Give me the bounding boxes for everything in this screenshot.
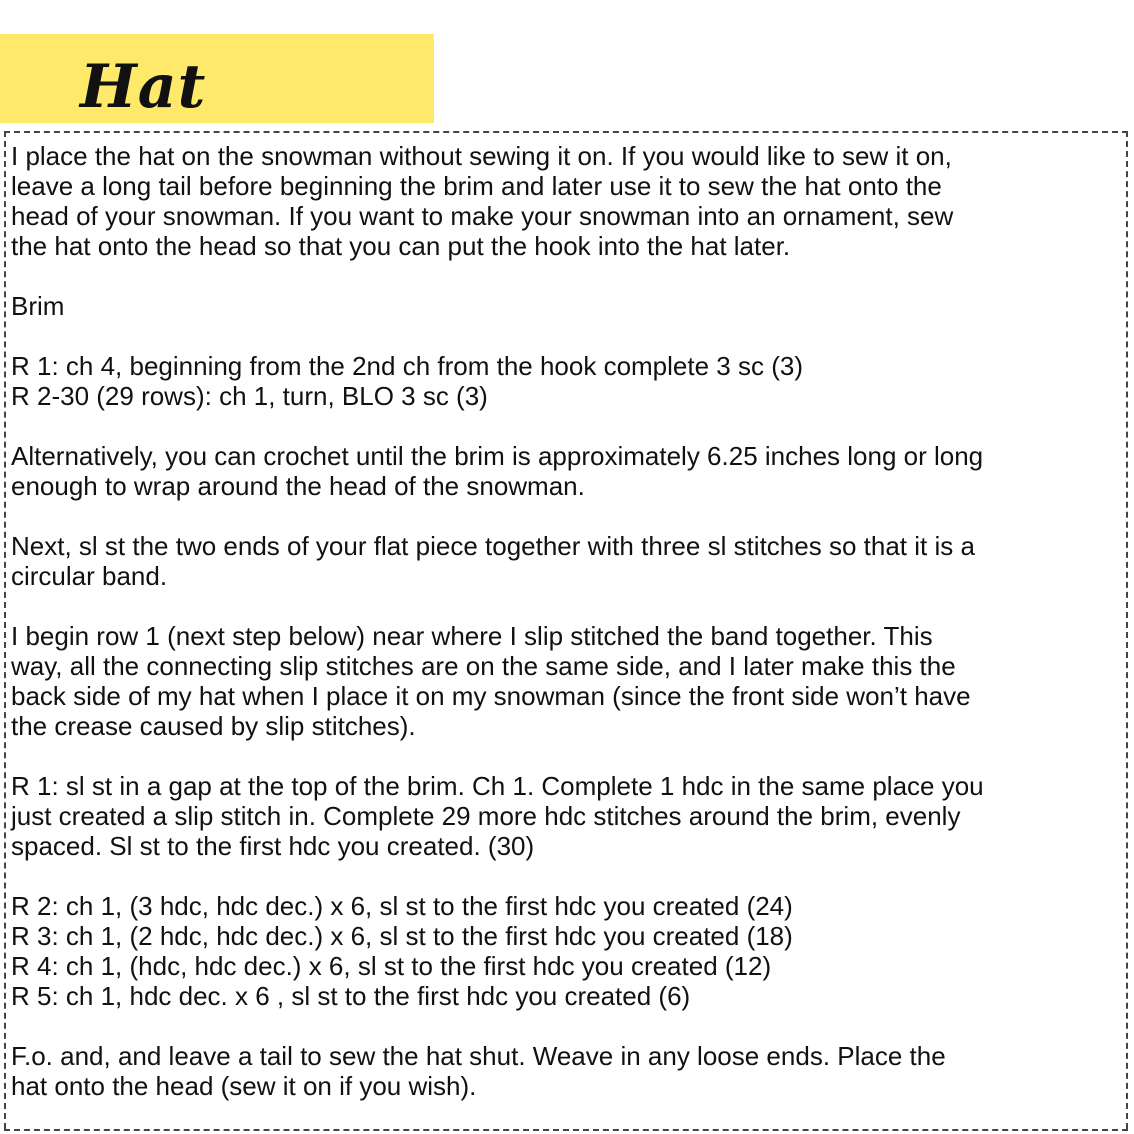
text-line: leave a long tail before beginning the brim and later use it to sew the hat onto the	[11, 171, 942, 201]
alternative-paragraph	[11, 441, 1125, 501]
row-instruction: R 2-30 (29 rows): ch 1, turn, BLO 3 sc (3)	[11, 381, 488, 411]
brim-heading	[11, 291, 1125, 321]
finish-paragraph	[11, 1041, 1125, 1101]
text-line: the hat onto the head so that you can put the hook into the hat later.	[11, 231, 791, 261]
title-banner	[0, 34, 434, 123]
row-instruction: spaced. Sl st to the first hdc you created. (30)	[11, 831, 535, 861]
intro-paragraph	[11, 141, 1125, 261]
text-line: way, all the connecting slip stitches are on the same side, and I later make this the	[11, 651, 956, 681]
row-instruction: R 1: ch 4, beginning from the 2nd ch from the hook complete 3 sc (3)	[11, 351, 803, 381]
page-title: Hat	[80, 52, 207, 122]
row-instruction: just created a slip stitch in. Complete 29 more hdc stitches around the brim, evenly	[11, 801, 961, 831]
row-instruction: R 1: sl st in a gap at the top of the brim. Ch 1. Complete 1 hdc in the same place you	[11, 771, 984, 801]
bottom-border	[4, 1129, 1128, 1131]
text-line: F.o. and, and leave a tail to sew the hat shut. Weave in any loose ends. Place the	[11, 1041, 946, 1071]
row-instruction: R 5: ch 1, hdc dec. x 6 , sl st to the first hdc you created (6)	[11, 981, 691, 1011]
note-paragraph	[11, 621, 1125, 741]
row-instruction: R 2: ch 1, (3 hdc, hdc dec.) x 6, sl st to the first hdc you created (24)	[11, 891, 793, 921]
instructions-content	[11, 141, 1125, 1131]
row-instruction: R 3: ch 1, (2 hdc, hdc dec.) x 6, sl st to the first hdc you created (18)	[11, 921, 793, 951]
join-paragraph	[11, 531, 1125, 591]
text-line: Alternatively, you can crochet until the brim is approximately 6.25 inches long or long	[11, 441, 984, 471]
text-line: I begin row 1 (next step below) near where I slip stitched the band together. This	[11, 621, 933, 651]
text-line: head of your snowman. If you want to make your snowman into an ornament, sew	[11, 201, 954, 231]
text-line: back side of my hat when I place it on my snowman (since the front side won’t have	[11, 681, 971, 711]
decrease-rows	[11, 891, 1125, 1011]
text-line: the crease caused by slip stitches).	[11, 711, 416, 741]
text-line: enough to wrap around the head of the snowman.	[11, 471, 585, 501]
top-row-1-paragraph	[11, 771, 1125, 861]
text-line: Next, sl st the two ends of your flat piece together with three sl stitches so that it is a	[11, 531, 975, 561]
section-heading: Brim	[11, 291, 65, 321]
row-instruction: R 4: ch 1, (hdc, hdc dec.) x 6, sl st to the first hdc you created (12)	[11, 951, 772, 981]
text-line: hat onto the head (sew it on if you wish).	[11, 1071, 477, 1101]
brim-rows	[11, 351, 1125, 411]
text-line: circular band.	[11, 561, 168, 591]
instructions-box	[4, 131, 1128, 1129]
text-line: I place the hat on the snowman without sewing it on. If you would like to sew it on,	[11, 141, 952, 171]
